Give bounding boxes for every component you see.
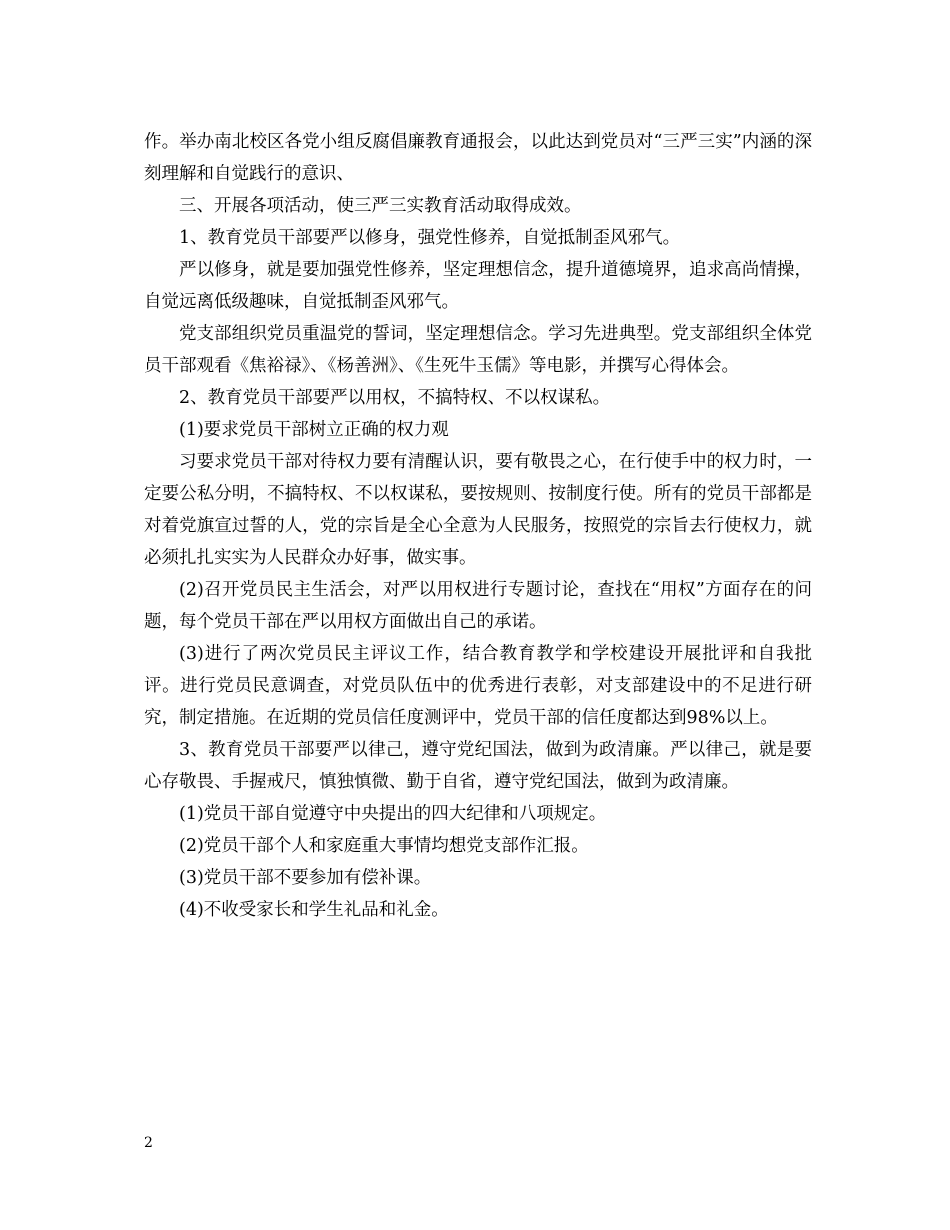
paragraph: 严以修身，就是要加强党性修养，坚定理想信念，提升道德境界，追求高尚情操，自觉远离低级趣味，自觉抵制歪风邪气。 (144, 260, 812, 312)
paragraph: (2)召开党员民主生活会，对严以用权进行专题讨论，查找在“用权”方面存在的问题，每个党员干部在严以用权方面做出自己的承诺。 (144, 580, 812, 632)
paragraph: 三、开展各项活动，使三严三实教育活动取得成效。 (179, 196, 582, 216)
paragraph: 习要求党员干部对待权力要有清醒认识，要有敬畏之心，在行使手中的权力时，一定要公私分明，不搞特权、不以权谋私，要按规则、按制度行使。所有的党员干部都是对着党旗宣过誓的人，党的宗旨是全心全意为人民服务，按照党的宗旨去行使权力，就必须扎扎实实为人民群众办好事，做实事。 (144, 452, 812, 568)
paragraph: (4)不收受家长和学生礼品和礼金。 (179, 900, 449, 920)
paragraph: (3)党员干部不要参加有偿补课。 (179, 868, 432, 888)
paragraph: (2)党员干部个人和家庭重大事情均想党支部作汇报。 (179, 836, 589, 856)
paragraph: (1)要求党员干部树立正确的权力观 (179, 420, 449, 440)
paragraph: 党支部组织党员重温党的誓词，坚定理想信念。学习先进典型。党支部组织全体党员干部观看《焦裕禄》、《杨善洲》、《生死牛玉儒》等电影，并撰写心得体会。 (144, 324, 812, 376)
paragraph: (1)党员干部自觉遵守中央提出的四大纪律和八项规定。 (179, 804, 607, 824)
paragraph: 2、教育党员干部要严以用权，不搞特权、不以权谋私。 (179, 388, 611, 408)
paragraph: (3)进行了两次党员民主评议工作，结合教育教学和学校建设开展批评和自我批评。进行党员民意调查，对党员队伍中的优秀进行表彰，对支部建设中的不足进行研究，制定措施。在近期的党员信任度测评中，党员干部的信任度都达到98%以上。 (144, 644, 812, 728)
page-number: 2 (144, 1135, 153, 1151)
paragraph: 3、教育党员干部要严以律己，遵守党纪国法，做到为政清廉。严以律己，就是要心存敬畏、手握戒尺，慎独慎微、勤于自省，遵守党纪国法，做到为政清廉。 (144, 740, 812, 792)
paragraph: 1、教育党员干部要严以修身，强党性修养，自觉抵制歪风邪气。 (179, 228, 681, 248)
paragraph: 作。举办南北校区各党小组反腐倡廉教育通报会，以此达到党员对“三严三实”内涵的深刻理解和自觉践行的意识、 (144, 132, 812, 184)
document-body (144, 126, 812, 926)
